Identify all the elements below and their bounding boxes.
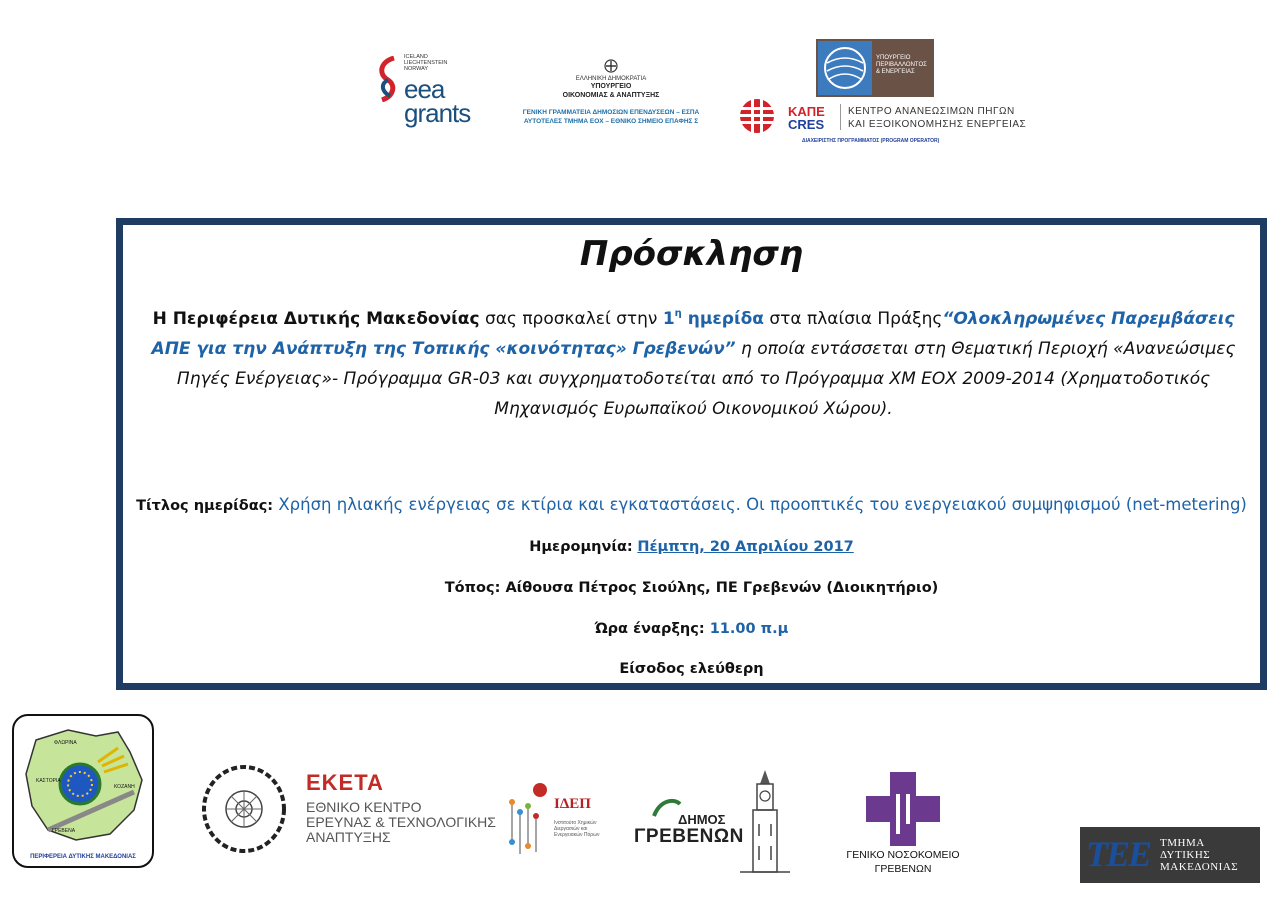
ministry-line1: ΥΠΟΥΡΓΕΙΟ bbox=[590, 83, 632, 90]
hospital-line1: ΓΕΝΙΚΟ ΝΟΣΟΚΟΜΕΙΟ bbox=[846, 849, 960, 861]
day-word: ημερίδα bbox=[681, 309, 764, 329]
ministry-line4: ΑΥΤΟΤΕΛΕΣ ΤΜΗΜΑ ΕΟΧ – ΕΘΝΙΚΟ ΣΗΜΕΙΟ ΕΠΑΦΗΣ Σ bbox=[523, 118, 699, 125]
environment-line3: & ΕΝΕΡΓΕΙΑΣ bbox=[876, 69, 915, 75]
tee-line2: ΔΥΤΙΚΗΣ bbox=[1160, 849, 1211, 861]
general-hospital-logo bbox=[840, 770, 966, 878]
invitation-inner-border bbox=[122, 224, 1261, 684]
eea-flag-icon bbox=[376, 56, 400, 102]
hospital-line2: ΓΡΕΒΕΝΩΝ bbox=[874, 863, 932, 875]
program-operator-label: ΔΙΑΧΕΙΡΙΣΤΗΣ ΠΡΟΓΡΑΜΜΑΤΟΣ (PROGRAM OPERATOR) bbox=[802, 138, 940, 144]
eketa-line2: ΕΡΕΥΝΑΣ & ΤΕΧΝΟΛΟΓΙΚΗΣ bbox=[306, 814, 496, 830]
ordinal-number: 1 bbox=[662, 309, 675, 329]
intro-text-1: σας προσκαλεί στην bbox=[479, 309, 663, 329]
ministry-economy-logo bbox=[498, 58, 724, 126]
eketa-line1: ΕΘΝΙΚΟ ΚΕΝΤΡΟ bbox=[306, 799, 422, 815]
environment-line2: ΠΕΡΙΒΑΛΛΟΝΤΟΣ bbox=[876, 62, 927, 68]
idep-subtitle: Ινστιτούτο Χημικών Διεργασιών και Ενεργειακών Πόρων bbox=[554, 820, 600, 838]
idep-title: ΙΔΕΠ bbox=[554, 796, 591, 812]
eketa-line3: ΑΝΑΠΤΥΞΗΣ bbox=[306, 829, 391, 845]
ministry-line2: ΟΙΚΟΝΟΜΙΑΣ & ΑΝΑΠΤΥΞΗΣ bbox=[562, 92, 660, 99]
eea-country: ICELAND bbox=[404, 54, 428, 60]
workshop-title-line bbox=[122, 495, 1261, 514]
region-map-icon bbox=[18, 722, 148, 850]
idep-molecule-icon bbox=[506, 782, 550, 860]
kape-divider bbox=[840, 104, 841, 130]
ministry-environment-logo bbox=[816, 39, 934, 97]
kape-brand-latin: CRES bbox=[788, 117, 825, 132]
day-ordinal bbox=[663, 309, 764, 329]
dimos-label: ΔΗΜΟΣ bbox=[678, 812, 726, 827]
dimos-name: ΓΡΕΒΕΝΩΝ bbox=[634, 826, 744, 847]
city-label: ΓΡΕΒΕΝΑ bbox=[52, 828, 76, 834]
eea-country: NORWAY bbox=[404, 66, 429, 72]
time-value: 11.00 π.μ bbox=[704, 621, 789, 637]
environment-globe-icon bbox=[818, 41, 872, 95]
organizer-name: Η Περιφέρεια Δυτικής Μακεδονίας bbox=[152, 309, 480, 329]
tee-line3: ΜΑΚΕΔΟΝΙΑΣ bbox=[1160, 861, 1239, 873]
city-label: ΚΟΖΑΝΗ bbox=[114, 784, 135, 790]
kape-name-line2: ΚΑΙ ΕΞΟΙΚΟΝΟΜΗΣΗΣ ΕΝΕΡΓΕΙΑΣ bbox=[848, 119, 1027, 130]
invitation-paragraph bbox=[136, 304, 1251, 424]
idep-logo bbox=[506, 782, 606, 862]
workshop-title-value: Χρήση ηλιακής ενέργειας σε κτίρια και εγκαταστάσεις. Οι προοπτικές του ενεργειακού συμψηφισμού (net-metering) bbox=[273, 495, 1247, 514]
eketa-title: ΕΚΕΤΑ bbox=[306, 770, 384, 795]
region-label: ΠΕΡΙΦΕΡΕΙΑ ΔΥΤΙΚΗΣ ΜΑΚΕΔΟΝΙΑΣ bbox=[30, 854, 136, 860]
intro-text-3: η οποία εντάσσεται στη Θεματική Περιοχή «Ανανεώσιμες Πηγές Ενέργειας»- Πρόγραμμα GR-03 και συγχρηματοδοτείται από το Πρόγραμμα ΧΜ ΕΟΧ 2009-2014 (Χρηματοδοτικός Μηχανισμός Ευρωπαϊκού Οικονομικού Χώρου). bbox=[176, 339, 1236, 419]
dimos-grevenon-logo bbox=[632, 770, 802, 876]
tee-word: ΤΕΕ bbox=[1086, 834, 1151, 874]
kape-symbol-icon bbox=[736, 98, 778, 134]
eea-country: LIECHTENSTEIN bbox=[404, 60, 448, 66]
workshop-title-label: Τίτλος ημερίδας: bbox=[136, 498, 274, 514]
intro-text-2: στα πλαίσια Πράξης bbox=[763, 309, 943, 329]
invitation-heading: Πρόσκληση bbox=[579, 234, 804, 274]
date-link[interactable]: Πέμπτη, 20 Απριλίου 2017 bbox=[637, 539, 854, 555]
grants-word: grants bbox=[404, 98, 471, 128]
place-label: Τόπος: bbox=[444, 580, 501, 596]
place-value: Αίθουσα Πέτρος Σιούλης, ΠΕ Γρεβενών (Διοικητήριο) bbox=[500, 580, 939, 596]
kape-name-line1: ΚΕΝΤΡΟ ΑΝΑΝΕΩΣΙΜΩΝ ΠΗΓΩΝ bbox=[848, 106, 1015, 117]
kape-brand-greek: ΚΑΠΕ bbox=[788, 104, 825, 119]
ministry-line3: ΓΕΝΙΚΗ ΓΡΑΜΜΑΤΕΙΑ ΔΗΜΟΣΙΩΝ ΕΠΕΝΔΥΣΕΩΝ – ΕΣΠΑ bbox=[522, 109, 700, 116]
tee-line1: ΤΜΗΜΑ bbox=[1160, 837, 1205, 849]
time-line bbox=[122, 621, 1261, 637]
tee-logo bbox=[1080, 827, 1260, 883]
clock-tower-icon bbox=[740, 770, 790, 874]
eea-word: eea bbox=[404, 74, 445, 104]
free-entry-text: Είσοδος ελεύθερη bbox=[619, 661, 764, 677]
time-label: Ώρα έναρξης: bbox=[594, 621, 705, 637]
city-label: ΦΛΩΡΙΝΑ bbox=[54, 740, 77, 746]
invitation-frame bbox=[116, 218, 1267, 690]
project-title: “Ολοκληρωμένες Παρεμβάσεις ΑΠΕ για την Ανάπτυξη της Τοπικής «κοινότητας» Γρεβενών” bbox=[151, 309, 1235, 359]
greek-emblem-icon bbox=[603, 58, 619, 74]
date-line bbox=[122, 539, 1261, 555]
date-label: Ημερομηνία: bbox=[529, 539, 633, 555]
region-west-macedonia-logo bbox=[12, 714, 154, 868]
environment-line1: ΥΠΟΥΡΓΕΙΟ bbox=[876, 55, 911, 61]
city-label: ΚΑΣΤΟΡΙΑ bbox=[36, 778, 61, 784]
republic-label: ΕΛΛΗΝΙΚΗ ΔΗΜΟΚΡΑΤΙΑ bbox=[575, 76, 647, 82]
hospital-cross-icon bbox=[866, 772, 940, 846]
place-line bbox=[122, 580, 1261, 596]
ordinal-suffix: η bbox=[674, 308, 682, 320]
eketa-logo bbox=[196, 764, 496, 856]
eea-grants-logo bbox=[376, 52, 486, 132]
kape-cres-logo bbox=[736, 98, 1026, 148]
eketa-emblem-icon bbox=[196, 764, 292, 854]
